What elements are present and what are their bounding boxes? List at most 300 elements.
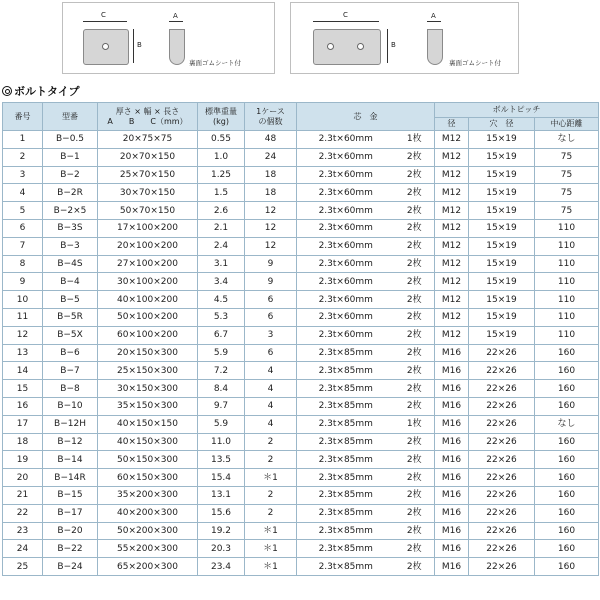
cell-diameter: M16: [435, 362, 469, 380]
cell-diameter: M16: [435, 380, 469, 398]
cell-core-count: 2枚: [395, 202, 435, 220]
cell-weight: 7.2: [198, 362, 245, 380]
cell-model: B−10: [43, 397, 98, 415]
cell-core: 2.3t×85mm: [297, 540, 395, 558]
header-qty: 1ケース の個数: [245, 103, 297, 131]
table-row: [3, 433, 599, 451]
table-row: [3, 451, 599, 469]
cell-qty: 4: [245, 415, 297, 433]
cell-weight: 11.0: [198, 433, 245, 451]
cell-number: 9: [3, 273, 43, 291]
cell-core-count: 2枚: [395, 362, 435, 380]
header-diameter: 径: [435, 118, 469, 131]
cell-qty: 6: [245, 291, 297, 309]
table-row: [3, 540, 599, 558]
table-row: [3, 255, 599, 273]
cell-dims: 50×200×300: [98, 522, 198, 540]
table-row: [3, 504, 599, 522]
header-center: 中心距離: [535, 118, 599, 131]
cell-center: 75: [535, 184, 599, 202]
cell-center: 160: [535, 451, 599, 469]
cell-qty: 2: [245, 433, 297, 451]
cell-model: B−8: [43, 380, 98, 398]
cell-diameter: M16: [435, 504, 469, 522]
cell-diameter: M12: [435, 237, 469, 255]
cell-diameter: M12: [435, 184, 469, 202]
cell-qty: 12: [245, 237, 297, 255]
cell-dims: 25×70×150: [98, 166, 198, 184]
cell-number: 8: [3, 255, 43, 273]
cell-weight: 3.1: [198, 255, 245, 273]
table-row: [3, 469, 599, 487]
cell-number: 22: [3, 504, 43, 522]
cell-core: 2.3t×85mm: [297, 522, 395, 540]
cell-center: 160: [535, 362, 599, 380]
table-row: [3, 291, 599, 309]
cell-core: 2.3t×60mm: [297, 131, 395, 149]
block-side-view: [169, 29, 185, 65]
cell-weight: 23.4: [198, 558, 245, 576]
cell-center: 110: [535, 255, 599, 273]
cell-number: 17: [3, 415, 43, 433]
cell-qty: 48: [245, 131, 297, 149]
cell-dims: 65×200×300: [98, 558, 198, 576]
diagram-double-hole: [290, 2, 519, 74]
cell-number: 5: [3, 202, 43, 220]
cell-model: B−3: [43, 237, 98, 255]
table-row: [3, 273, 599, 291]
cell-center: 160: [535, 397, 599, 415]
cell-diameter: M16: [435, 451, 469, 469]
cell-model: B−15: [43, 486, 98, 504]
cell-dims: 20×75×75: [98, 131, 198, 149]
cell-hole: 22×26: [469, 433, 535, 451]
dim-a-label: A: [431, 12, 436, 20]
cell-center: なし: [535, 415, 599, 433]
cell-core: 2.3t×85mm: [297, 415, 395, 433]
cell-number: 15: [3, 380, 43, 398]
cell-weight: 5.3: [198, 308, 245, 326]
cell-qty: 4: [245, 397, 297, 415]
cell-core: 2.3t×60mm: [297, 308, 395, 326]
cell-diameter: M16: [435, 415, 469, 433]
cell-core-count: 2枚: [395, 486, 435, 504]
cell-hole: 15×19: [469, 166, 535, 184]
cell-hole: 22×26: [469, 344, 535, 362]
cell-dims: 40×150×150: [98, 415, 198, 433]
cell-qty: ＊1: [245, 540, 297, 558]
cell-dims: 50×100×200: [98, 308, 198, 326]
cell-core-count: 2枚: [395, 397, 435, 415]
dim-c-label: C: [101, 11, 106, 19]
cell-model: B−0.5: [43, 131, 98, 149]
cell-center: 160: [535, 486, 599, 504]
cell-diameter: M16: [435, 558, 469, 576]
cell-core: 2.3t×85mm: [297, 380, 395, 398]
cell-core-count: 2枚: [395, 504, 435, 522]
table-row: [3, 148, 599, 166]
cell-model: B−1: [43, 148, 98, 166]
header-bolt-pitch: ボルトピッチ: [435, 103, 599, 118]
cell-core: 2.3t×60mm: [297, 148, 395, 166]
cell-qty: ＊1: [245, 522, 297, 540]
cell-center: なし: [535, 131, 599, 149]
cell-weight: 15.6: [198, 504, 245, 522]
cell-core-count: 2枚: [395, 558, 435, 576]
cell-qty: 4: [245, 362, 297, 380]
cell-model: B−2: [43, 166, 98, 184]
cell-dims: 60×150×300: [98, 469, 198, 487]
cell-diameter: M12: [435, 202, 469, 220]
cell-weight: 5.9: [198, 344, 245, 362]
cell-diameter: M16: [435, 433, 469, 451]
cell-core-count: 2枚: [395, 291, 435, 309]
rubber-sheet-note: 裏面ゴムシート付: [189, 59, 241, 67]
table-row: [3, 202, 599, 220]
cell-qty: ＊1: [245, 558, 297, 576]
cell-model: B−24: [43, 558, 98, 576]
cell-model: B−12: [43, 433, 98, 451]
cell-weight: 5.9: [198, 415, 245, 433]
cell-weight: 1.5: [198, 184, 245, 202]
cell-weight: 19.2: [198, 522, 245, 540]
cell-core: 2.3t×60mm: [297, 326, 395, 344]
cell-core-count: 2枚: [395, 308, 435, 326]
cell-hole: 15×19: [469, 202, 535, 220]
cell-center: 110: [535, 326, 599, 344]
cell-dims: 17×100×200: [98, 219, 198, 237]
cell-dims: 35×200×300: [98, 486, 198, 504]
table-row: [3, 486, 599, 504]
cell-diameter: M16: [435, 486, 469, 504]
cell-diameter: M16: [435, 344, 469, 362]
cell-weight: 6.7: [198, 326, 245, 344]
cell-core: 2.3t×60mm: [297, 237, 395, 255]
cell-weight: 13.5: [198, 451, 245, 469]
cell-diameter: M12: [435, 131, 469, 149]
cell-dims: 50×70×150: [98, 202, 198, 220]
cell-number: 10: [3, 291, 43, 309]
cell-core: 2.3t×60mm: [297, 219, 395, 237]
header-hole: 穴 径: [469, 118, 535, 131]
cell-hole: 15×19: [469, 326, 535, 344]
cell-center: 160: [535, 380, 599, 398]
cell-qty: ＊1: [245, 469, 297, 487]
cell-qty: 18: [245, 166, 297, 184]
dim-a-line: [427, 21, 441, 22]
header-core: 芯 金: [297, 103, 435, 131]
cell-model: B−5: [43, 291, 98, 309]
dim-c-line: [313, 21, 379, 22]
cell-core: 2.3t×60mm: [297, 255, 395, 273]
table-row: [3, 522, 599, 540]
cell-model: B−14: [43, 451, 98, 469]
cell-qty: 4: [245, 380, 297, 398]
cell-hole: 22×26: [469, 380, 535, 398]
cell-qty: 9: [245, 273, 297, 291]
cell-center: 110: [535, 237, 599, 255]
cell-number: 14: [3, 362, 43, 380]
cell-qty: 3: [245, 326, 297, 344]
cell-core-count: 2枚: [395, 380, 435, 398]
cell-hole: 22×26: [469, 540, 535, 558]
cell-number: 6: [3, 219, 43, 237]
cell-number: 7: [3, 237, 43, 255]
cell-center: 160: [535, 433, 599, 451]
cell-qty: 2: [245, 451, 297, 469]
cell-hole: 22×26: [469, 558, 535, 576]
cell-diameter: M16: [435, 397, 469, 415]
table-row: [3, 326, 599, 344]
cell-hole: 15×19: [469, 255, 535, 273]
cell-center: 75: [535, 202, 599, 220]
cell-diameter: M12: [435, 219, 469, 237]
cell-number: 3: [3, 166, 43, 184]
cell-center: 160: [535, 504, 599, 522]
cell-model: B−20: [43, 522, 98, 540]
cell-core-count: 2枚: [395, 451, 435, 469]
cell-core-count: 2枚: [395, 255, 435, 273]
cell-core-count: 2枚: [395, 219, 435, 237]
cell-dims: 25×150×300: [98, 362, 198, 380]
cell-number: 12: [3, 326, 43, 344]
cell-weight: 1.25: [198, 166, 245, 184]
cell-model: B−2R: [43, 184, 98, 202]
cell-hole: 15×19: [469, 148, 535, 166]
cell-hole: 22×26: [469, 486, 535, 504]
cell-model: B−5X: [43, 326, 98, 344]
cell-core-count: 2枚: [395, 344, 435, 362]
cell-number: 23: [3, 522, 43, 540]
cell-core-count: 2枚: [395, 273, 435, 291]
cell-model: B−3S: [43, 219, 98, 237]
cell-core: 2.3t×60mm: [297, 202, 395, 220]
cell-weight: 2.6: [198, 202, 245, 220]
cell-dims: 20×70×150: [98, 148, 198, 166]
dim-c-line: [83, 21, 127, 22]
table-row: [3, 237, 599, 255]
cell-hole: 15×19: [469, 308, 535, 326]
cell-qty: 12: [245, 219, 297, 237]
cell-core-count: 2枚: [395, 522, 435, 540]
cell-dims: 50×150×300: [98, 451, 198, 469]
cell-dims: 27×100×200: [98, 255, 198, 273]
cell-hole: 15×19: [469, 219, 535, 237]
cell-core-count: 2枚: [395, 184, 435, 202]
cell-model: B−17: [43, 504, 98, 522]
cell-core-count: 1枚: [395, 131, 435, 149]
cell-model: B−6: [43, 344, 98, 362]
cell-diameter: M12: [435, 308, 469, 326]
diagram-single-hole: [62, 2, 275, 74]
cell-number: 16: [3, 397, 43, 415]
cell-number: 4: [3, 184, 43, 202]
double-circle-icon: [2, 86, 12, 96]
cell-number: 24: [3, 540, 43, 558]
cell-hole: 15×19: [469, 291, 535, 309]
cell-diameter: M12: [435, 291, 469, 309]
cell-hole: 22×26: [469, 415, 535, 433]
cell-model: B−5R: [43, 308, 98, 326]
cell-hole: 22×26: [469, 397, 535, 415]
cell-hole: 15×19: [469, 237, 535, 255]
spec-table: [2, 102, 599, 576]
cell-core-count: 2枚: [395, 148, 435, 166]
cell-diameter: M16: [435, 469, 469, 487]
cell-core-count: 2枚: [395, 237, 435, 255]
cell-core: 2.3t×60mm: [297, 291, 395, 309]
cell-hole: 15×19: [469, 273, 535, 291]
cell-qty: 2: [245, 504, 297, 522]
cell-hole: 22×26: [469, 522, 535, 540]
table-row: [3, 415, 599, 433]
cell-model: B−12H: [43, 415, 98, 433]
table-row: [3, 219, 599, 237]
cell-center: 110: [535, 273, 599, 291]
cell-qty: 18: [245, 184, 297, 202]
cell-dims: 20×100×200: [98, 237, 198, 255]
cell-number: 19: [3, 451, 43, 469]
cell-diameter: M12: [435, 148, 469, 166]
cell-number: 20: [3, 469, 43, 487]
header-weight: 標準重量 (kg): [198, 103, 245, 131]
cell-center: 160: [535, 344, 599, 362]
cell-core: 2.3t×85mm: [297, 397, 395, 415]
cell-core: 2.3t×85mm: [297, 362, 395, 380]
cell-weight: 0.55: [198, 131, 245, 149]
header-dims: 厚さ × 幅 × 長さ A B C（mm）: [98, 103, 198, 131]
cell-qty: 9: [245, 255, 297, 273]
cell-dims: 60×100×200: [98, 326, 198, 344]
cell-core: 2.3t×60mm: [297, 273, 395, 291]
cell-dims: 35×150×300: [98, 397, 198, 415]
cell-weight: 2.4: [198, 237, 245, 255]
cell-core: 2.3t×85mm: [297, 469, 395, 487]
cell-weight: 1.0: [198, 148, 245, 166]
block-front-view: [313, 29, 381, 65]
cell-center: 110: [535, 308, 599, 326]
cell-number: 1: [3, 131, 43, 149]
cell-hole: 22×26: [469, 451, 535, 469]
cell-number: 13: [3, 344, 43, 362]
cell-dims: 30×150×300: [98, 380, 198, 398]
dim-b-label: B: [137, 41, 142, 49]
cell-weight: 3.4: [198, 273, 245, 291]
table-row: [3, 131, 599, 149]
cell-core-count: 2枚: [395, 326, 435, 344]
section-title: ボルトタイプ: [2, 83, 79, 99]
cell-model: B−4: [43, 273, 98, 291]
table-row: [3, 184, 599, 202]
cell-center: 160: [535, 522, 599, 540]
cell-core-count: 1枚: [395, 415, 435, 433]
cell-center: 160: [535, 540, 599, 558]
block-side-view: [427, 29, 443, 65]
cell-diameter: M12: [435, 273, 469, 291]
cell-center: 160: [535, 558, 599, 576]
cell-dims: 30×70×150: [98, 184, 198, 202]
cell-core: 2.3t×60mm: [297, 184, 395, 202]
cell-hole: 22×26: [469, 469, 535, 487]
cell-model: B−14R: [43, 469, 98, 487]
cell-model: B−7: [43, 362, 98, 380]
cell-qty: 6: [245, 344, 297, 362]
cell-qty: 6: [245, 308, 297, 326]
cell-weight: 9.7: [198, 397, 245, 415]
cell-model: B−2×5: [43, 202, 98, 220]
cell-center: 110: [535, 219, 599, 237]
bolt-hole: [102, 43, 109, 50]
header-number: 番号: [3, 103, 43, 131]
cell-weight: 13.1: [198, 486, 245, 504]
cell-weight: 8.4: [198, 380, 245, 398]
cell-dims: 55×200×300: [98, 540, 198, 558]
cell-core-count: 2枚: [395, 540, 435, 558]
cell-core-count: 2枚: [395, 469, 435, 487]
cell-diameter: M12: [435, 166, 469, 184]
header-model: 型番: [43, 103, 98, 131]
cell-diameter: M12: [435, 326, 469, 344]
cell-model: B−4S: [43, 255, 98, 273]
cell-core-count: 2枚: [395, 166, 435, 184]
cell-weight: 4.5: [198, 291, 245, 309]
dim-a-line: [169, 21, 183, 22]
cell-core: 2.3t×85mm: [297, 433, 395, 451]
cell-weight: 2.1: [198, 219, 245, 237]
cell-weight: 20.3: [198, 540, 245, 558]
cell-model: B−22: [43, 540, 98, 558]
cell-center: 75: [535, 148, 599, 166]
dim-b-line: [133, 29, 134, 63]
cell-center: 75: [535, 166, 599, 184]
cell-qty: 2: [245, 486, 297, 504]
cell-number: 25: [3, 558, 43, 576]
cell-hole: 15×19: [469, 184, 535, 202]
cell-weight: 15.4: [198, 469, 245, 487]
cell-diameter: M16: [435, 540, 469, 558]
cell-dims: 40×150×300: [98, 433, 198, 451]
table-row: [3, 362, 599, 380]
cell-hole: 15×19: [469, 131, 535, 149]
cell-core: 2.3t×60mm: [297, 166, 395, 184]
cell-hole: 22×26: [469, 504, 535, 522]
cell-core: 2.3t×85mm: [297, 504, 395, 522]
cell-core: 2.3t×85mm: [297, 451, 395, 469]
cell-number: 21: [3, 486, 43, 504]
table-row: [3, 397, 599, 415]
block-front-view: [83, 29, 129, 65]
cell-dims: 40×200×300: [98, 504, 198, 522]
cell-core: 2.3t×85mm: [297, 344, 395, 362]
cell-number: 2: [3, 148, 43, 166]
dim-b-label: B: [391, 41, 396, 49]
cell-core: 2.3t×85mm: [297, 558, 395, 576]
table-row: [3, 380, 599, 398]
table-row: [3, 558, 599, 576]
table-row: [3, 166, 599, 184]
table-row: [3, 308, 599, 326]
dim-b-line: [387, 29, 388, 63]
cell-dims: 40×100×200: [98, 291, 198, 309]
rubber-sheet-note: 裏面ゴムシート付: [449, 59, 501, 67]
cell-core: 2.3t×85mm: [297, 486, 395, 504]
cell-core-count: 2枚: [395, 433, 435, 451]
cell-hole: 22×26: [469, 362, 535, 380]
cell-qty: 24: [245, 148, 297, 166]
dim-c-label: C: [343, 11, 348, 19]
bolt-hole-left: [327, 43, 334, 50]
cell-number: 11: [3, 308, 43, 326]
